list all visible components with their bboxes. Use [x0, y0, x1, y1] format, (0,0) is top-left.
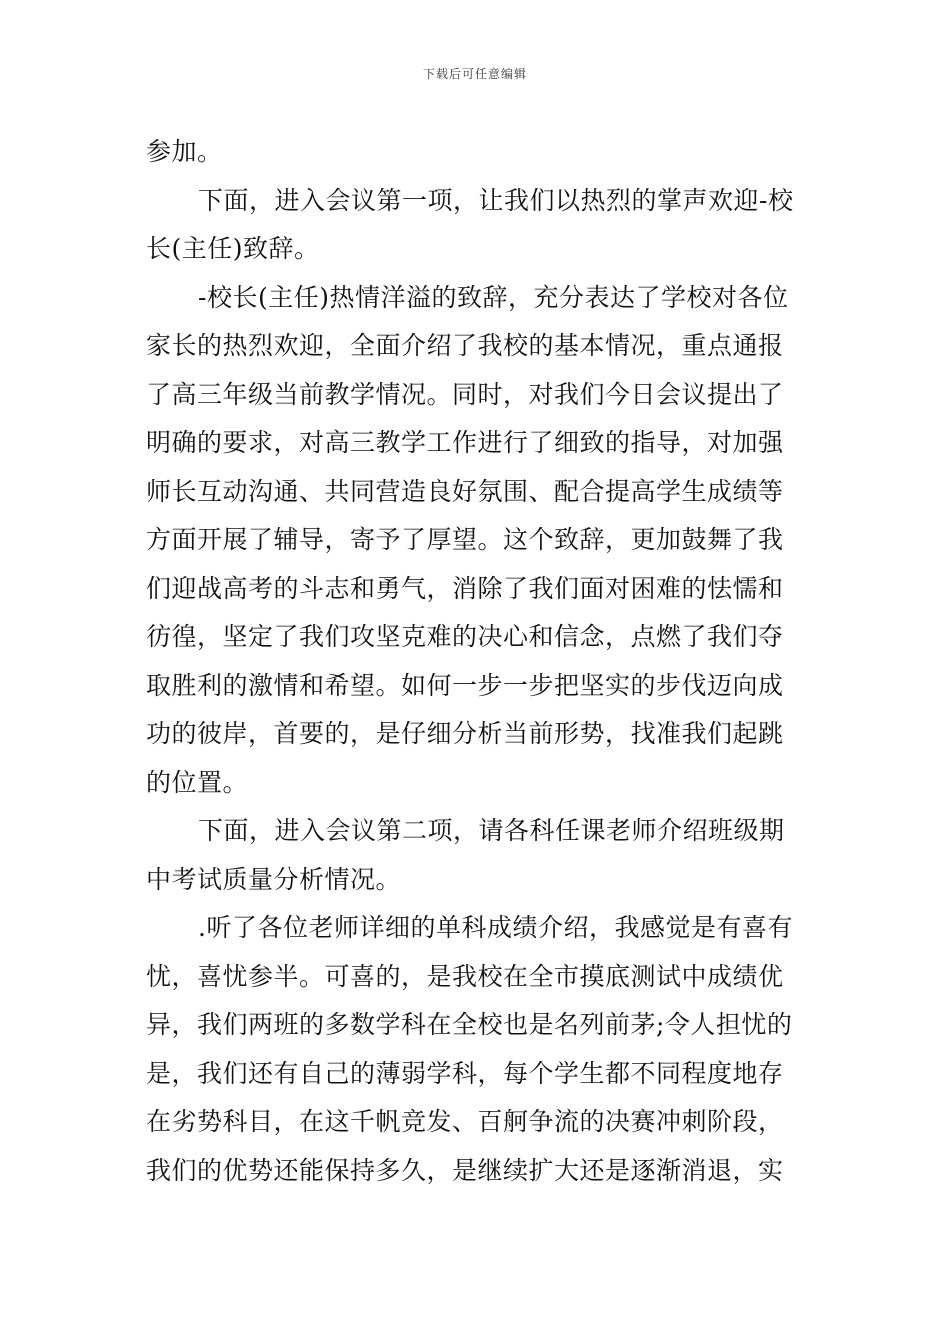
text-line: .听了各位老师详细的单科成绩介绍，我感觉是有喜有: [198, 913, 793, 942]
page-header: 下载后可任意编辑: [422, 67, 527, 81]
text-line: -校长(主任)热情洋溢的致辞，充分表达了学校对各位: [198, 282, 789, 312]
text-line: 取胜利的激情和希望。如何一步一步把坚实的步伐迈向成: [146, 670, 784, 700]
text-line: 我们的优势还能保持多久，是继续扩大还是逐渐消退，实: [146, 1155, 784, 1185]
text-line: 异，我们两班的多数学科在全校也是名列前茅;令人担忧的: [146, 1010, 793, 1039]
text-line: 彷徨，坚定了我们攻坚克难的决心和信念，点燃了我们夺: [146, 622, 784, 651]
text-line: 中考试质量分析情况。: [146, 864, 402, 894]
text-line: 方面开展了辅导，寄予了厚望。这个致辞，更加鼓舞了我: [146, 525, 784, 554]
text-line: 忧，喜忧参半。可喜的，是我校在全市摸底测试中成绩优: [146, 961, 784, 991]
text-line: 明确的要求，对高三教学工作进行了细致的指导，对加强: [146, 428, 784, 457]
text-line: 是，我们还有自己的薄弱学科，每个学生都不同程度地存: [146, 1058, 784, 1088]
text-line: 师长互动沟通、共同营造良好氛围、配合提高学生成绩等: [146, 476, 784, 506]
text-line: 了高三年级当前教学情况。同时，对我们今日会议提出了: [146, 379, 784, 409]
text-line: 家长的热烈欢迎，全面介绍了我校的基本情况，重点通报: [146, 331, 784, 360]
text-line: 长(主任)致辞。: [146, 234, 320, 263]
text-line: 下面，进入会议第一项，让我们以热烈的掌声欢迎-校: [198, 185, 794, 215]
text-line: 下面，进入会议第二项，请各科任课老师介绍班级期: [198, 816, 785, 845]
text-line: 参加。: [146, 137, 223, 166]
text-line: 在劣势科目，在这千帆竞发、百舸争流的决赛冲刺阶段，: [146, 1107, 784, 1136]
text-line: 们迎战高考的斗志和勇气，消除了我们面对困难的怯懦和: [146, 573, 784, 603]
document-body: [146, 128, 806, 1195]
text-line: 功的彼岸，首要的，是仔细分析当前形势，找准我们起跳: [146, 719, 784, 748]
text-line: 的位置。: [146, 767, 249, 797]
